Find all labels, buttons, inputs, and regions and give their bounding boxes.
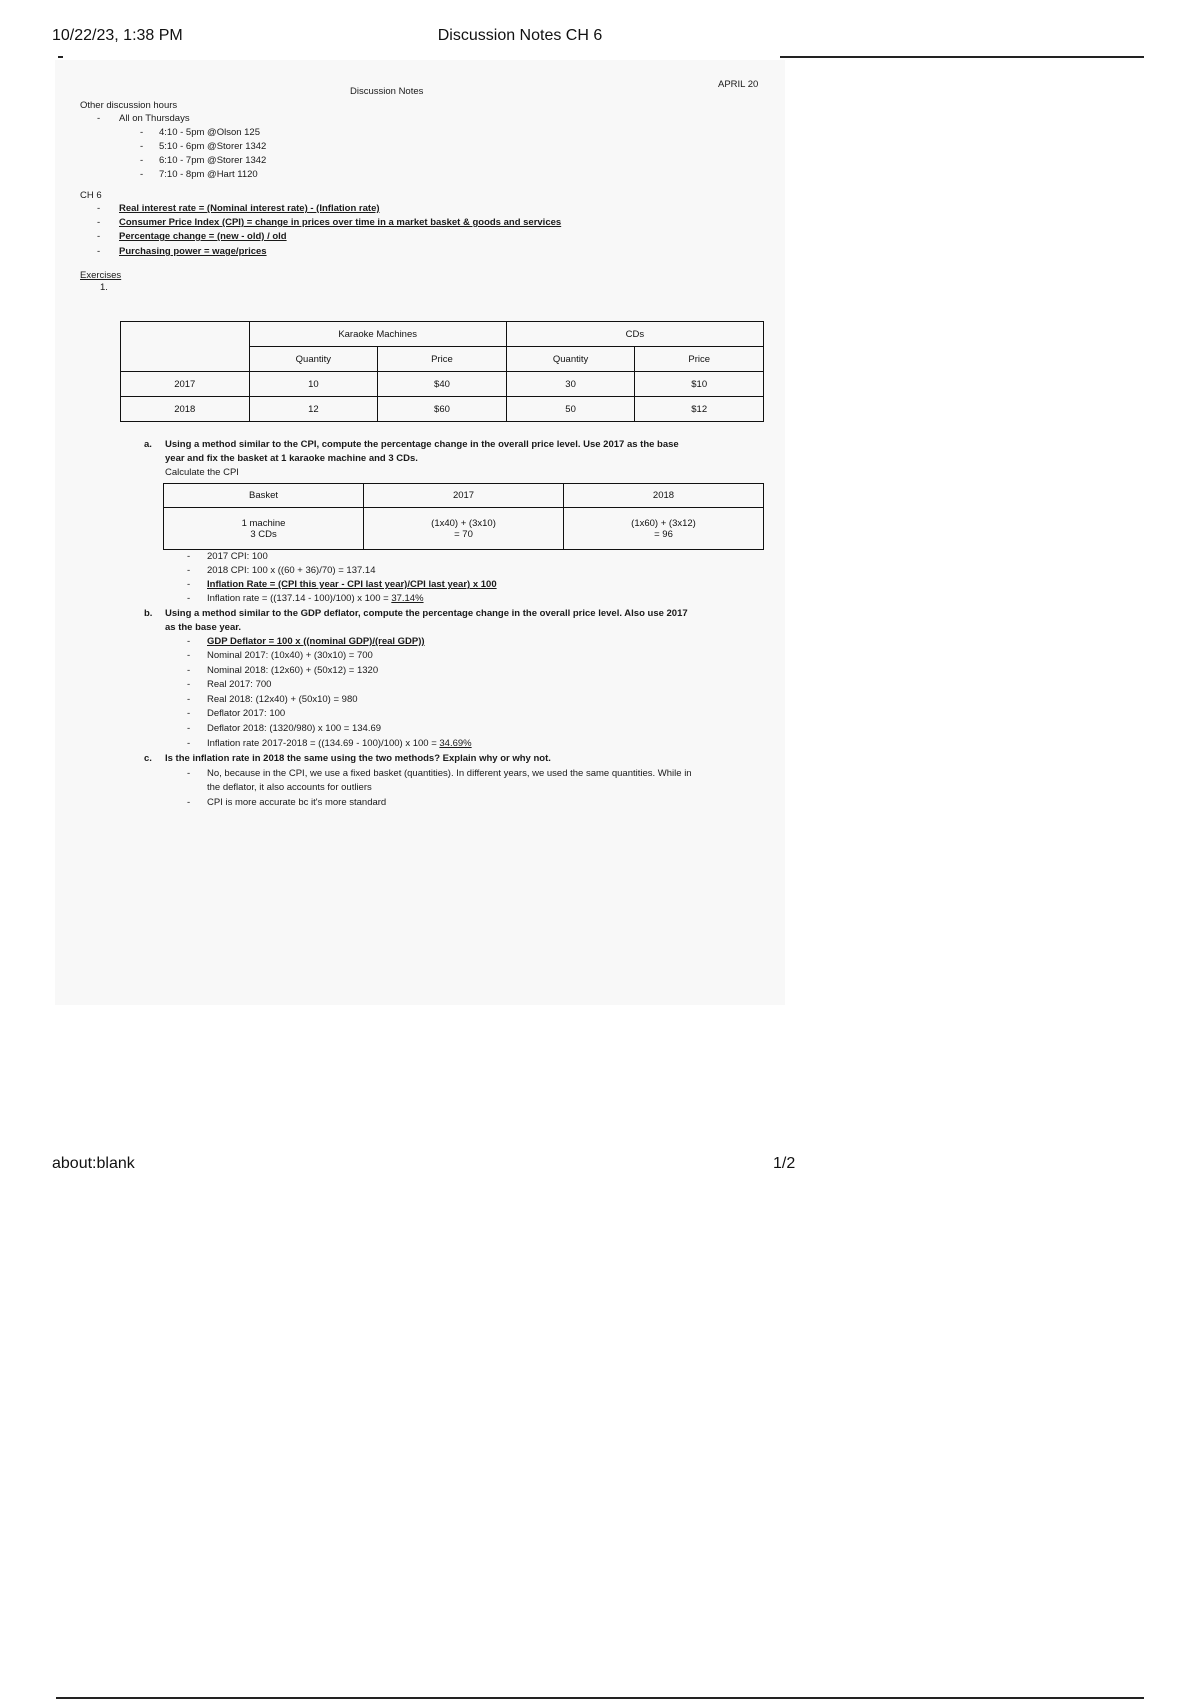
doc-date: APRIL 20 [718,79,759,90]
bullet-dash: - [187,694,191,705]
hours-item: All on Thursdays [119,113,190,124]
bullet-dash: - [187,708,191,719]
table-cell: $60 [378,397,507,422]
question-b-line1: Using a method similar to the GDP deflator, compute the percentage change in the overall price level. Also use 2017 [165,608,688,619]
part-label: c. [144,753,152,764]
table-cell: $40 [378,372,507,397]
table-cell: 10 [249,372,378,397]
hours-time: 4:10 - 5pm @Olson 125 [159,127,261,138]
ch-item: Purchasing power = wage/prices [119,246,267,257]
ch-item: Real interest rate = (Nominal interest rate) - (Inflation rate) [119,203,380,214]
calc-line: 2017 CPI: 100 [207,551,268,562]
bullet-dash: - [140,169,144,180]
header-tick-mark [58,56,63,58]
ch-item: Consumer Price Index (CPI) = change in prices over time in a market basket & goods and services [119,217,562,228]
calc-line: Real 2018: (12x40) + (50x10) = 980 [207,694,358,705]
table-header: 2017 [364,484,564,508]
table-row [164,508,764,550]
bullet-dash: - [187,738,191,749]
calc-line: (1x40) + (3x10) [431,517,496,529]
print-title: Discussion Notes CH 6 [437,27,603,44]
bullet-dash: - [97,217,101,228]
question-a-line1: Using a method similar to the CPI, compute the percentage change in the overall price level. Use 2017 as the base [165,439,679,450]
calc-text: Inflation rate 2017-2018 = ((134.69 - 100)/100) x 100 = [207,738,440,749]
table-cell [564,508,764,550]
bullet-dash: - [140,141,144,152]
hours-time: 7:10 - 8pm @Hart 1120 [159,169,258,180]
ch-heading: CH 6 [80,190,102,201]
formula-line: GDP Deflator = 100 x ((nominal GDP)/(real GDP)) [207,636,425,647]
calc-line: Deflator 2017: 100 [207,708,286,719]
question-a-line2: year and fix the basket at 1 karaoke machine and 3 CDs. [165,453,418,464]
group-header: Karaoke Machines [249,322,506,347]
answer-line: the deflator, it also accounts for outliers [207,782,372,793]
basket-line: 1 machine [241,517,286,529]
sub-header: Price [378,347,507,372]
hours-time: 5:10 - 6pm @Storer 1342 [159,141,267,152]
formula-line: Inflation Rate = (CPI this year - CPI last year)/CPI last year) x 100 [207,579,497,590]
calc-line: (1x60) + (3x12) [631,517,696,529]
bullet-dash: - [97,231,101,242]
part-label: b. [144,608,153,619]
calc-line: Deflator 2018: (1320/980) x 100 = 134.69 [207,723,382,734]
table-cell [164,508,364,550]
table-cell: 2018 [121,397,250,422]
calc-line [207,738,472,750]
exercise-number: 1. [100,282,108,293]
sub-header: Quantity [249,347,378,372]
empty-cell [121,322,250,372]
part-label: a. [144,439,152,450]
bullet-dash: - [97,246,101,257]
calc-text: Inflation rate = ((137.14 - 100)/100) x 100 = [207,593,392,604]
bullet-dash: - [140,127,144,138]
bullet-dash: - [187,551,191,562]
document-page [55,60,785,1005]
table-cell: 50 [506,397,635,422]
bullet-dash: - [187,593,191,604]
cpi-basket-table [163,483,764,550]
bottom-rule [56,1697,1144,1699]
table-header: 2018 [564,484,764,508]
question-b-line2: as the base year. [165,622,242,633]
bullet-dash: - [187,679,191,690]
calc-note: Calculate the CPI [165,467,239,478]
table-row [121,397,764,422]
bullet-dash: - [187,723,191,734]
bullet-dash: - [97,113,101,124]
basket-line: 3 CDs [250,528,277,540]
print-url: about:blank [52,1155,135,1172]
table-cell: 12 [249,397,378,422]
question-c: Is the inflation rate in 2018 the same using the two methods? Explain why or why not. [165,753,551,764]
bullet-dash: - [187,650,191,661]
bullet-dash: - [97,203,101,214]
price-quantity-table [120,321,764,422]
bullet-dash: - [187,579,191,590]
table-row [121,372,764,397]
table-cell: $12 [635,397,764,422]
table-cell: $10 [635,372,764,397]
bullet-dash: - [187,768,191,779]
calc-line: = 96 [654,528,673,540]
hours-time: 6:10 - 7pm @Storer 1342 [159,155,267,166]
calc-line: Real 2017: 700 [207,679,272,690]
bullet-dash: - [140,155,144,166]
calc-line [207,593,424,605]
calc-line: Nominal 2017: (10x40) + (30x10) = 700 [207,650,373,661]
calc-line: Nominal 2018: (12x60) + (50x12) = 1320 [207,665,379,676]
print-page-number: 1/2 [773,1155,796,1172]
answer-value: 34.69% [439,738,472,749]
calc-line: 2018 CPI: 100 x ((60 + 36)/70) = 137.14 [207,565,376,576]
hours-heading: Other discussion hours [80,100,178,111]
answer-value: 37.14% [391,593,424,604]
print-datetime: 10/22/23, 1:38 PM [52,27,183,44]
answer-line: No, because in the CPI, we use a fixed basket (quantities). In different years, we used the same quantities. While in [207,768,692,779]
bullet-dash: - [187,636,191,647]
bullet-dash: - [187,665,191,676]
table-cell [364,508,564,550]
bullet-dash: - [187,565,191,576]
sub-header: Price [635,347,764,372]
exercises-heading: Exercises [80,270,122,281]
answer-line: CPI is more accurate bc it's more standard [207,797,387,808]
ch-item: Percentage change = (new - old) / old [119,231,287,242]
sub-header: Quantity [506,347,635,372]
table-cell: 2017 [121,372,250,397]
header-rule [780,56,1144,58]
calc-line: = 70 [454,528,473,540]
doc-title: Discussion Notes [350,86,424,97]
bullet-dash: - [187,797,191,808]
table-cell: 30 [506,372,635,397]
table-header: Basket [164,484,364,508]
group-header: CDs [506,322,763,347]
